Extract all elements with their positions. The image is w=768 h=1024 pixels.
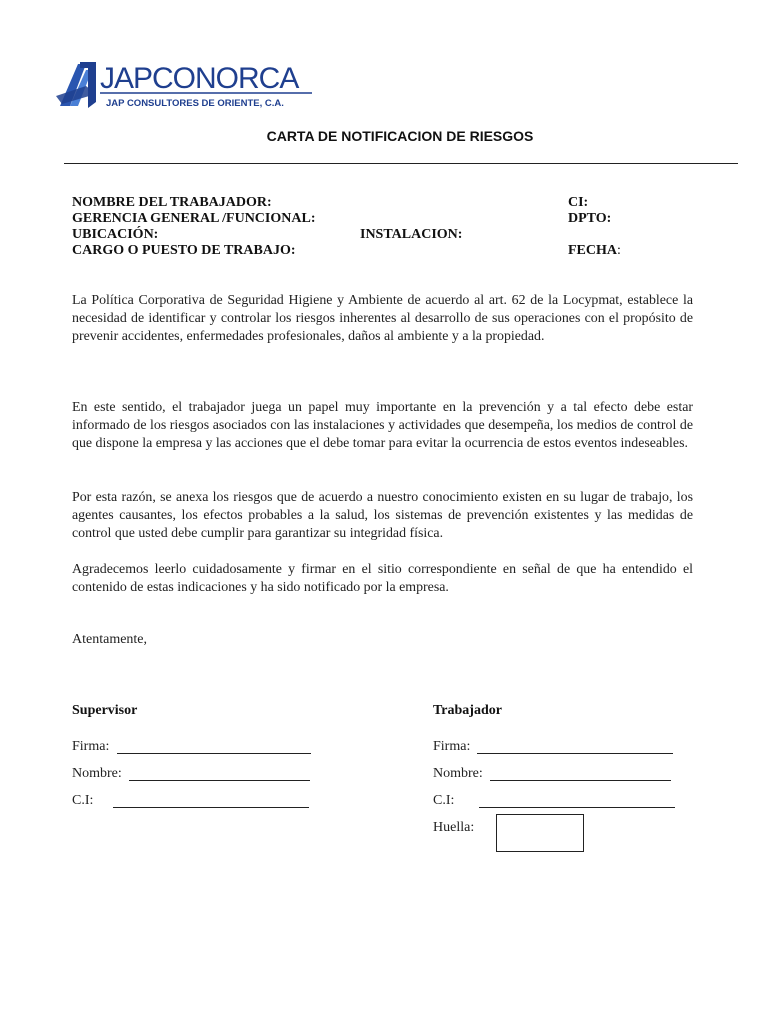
trabajador-ci-line[interactable] [479,807,675,808]
trabajador-nombre-line[interactable] [490,780,671,781]
trabajador-heading: Trabajador [433,703,502,718]
trabajador-ci-label: C.I: [433,793,455,808]
supervisor-firma-line[interactable] [117,753,311,754]
document-title: CARTA DE NOTIFICACION DE RIESGOS [266,128,534,144]
trabajador-huella-label: Huella: [433,820,475,835]
field-instalacion: INSTALACION: [360,227,463,242]
paragraph-politica: La Política Corporativa de Seguridad Higiene y Ambiente de acuerdo al art. 62 de la Locypmat, establece la necesidad de identificar y controlar los riesgos inherentes al desarrollo de sus operaciones con el propósito de prevenir accidentes, enfermedades profesionales, daños al ambiente y a la propiedad. [72,293,693,344]
paragraph-agradecemos: Agradecemos leerlo cuidadosamente y firmar en el sitio correspondiente en señal de que ha entendido el contenido de estas indicaciones y ha sido notificado por la empresa. [72,562,693,595]
field-ubicacion: UBICACIÓN: [72,227,159,242]
closing-text: Atentamente, [72,632,148,647]
field-fecha-colon: : [617,243,621,258]
field-gerencia: GERENCIA GENERAL /FUNCIONAL: [72,211,316,226]
company-logo [56,56,316,112]
field-nombre-trabajador: NOMBRE DEL TRABAJADOR: [72,195,272,210]
logo-tagline: JAP CONSULTORES DE ORIENTE, C.A. [106,98,284,109]
field-dpto: DPTO: [568,211,612,226]
supervisor-ci-line[interactable] [113,807,309,808]
huella-box[interactable] [496,814,584,852]
supervisor-nombre-line[interactable] [129,780,310,781]
trabajador-firma-label: Firma: [433,739,471,754]
trabajador-nombre-label: Nombre: [433,766,483,781]
supervisor-heading: Supervisor [72,703,138,718]
logo-graphic [56,56,316,112]
field-ci: CI: [568,195,589,210]
field-fecha [568,243,621,259]
field-fecha-label: FECHA [568,243,617,258]
paragraph-razon: Por esta razón, se anexa los riesgos que de acuerdo a nuestro conocimiento existen en su lugar de trabajo, los agentes causantes, los efectos probables a la salud, los sistemas de prevención existentes y las medidas de control que usted debe cumplir para garantizar su integridad física. [72,490,693,541]
title-divider [64,163,738,164]
field-cargo: CARGO O PUESTO DE TRABAJO: [72,243,296,258]
paragraph-sentido: En este sentido, el trabajador juega un papel muy importante en la prevención y a tal efecto debe estar informado de los riesgos asociados con las instalaciones y actividades que desempeña, los medios de control de que dispone la empresa y las acciones que el debe tomar para evitar la ocurrencia de estos eventos indeseables. [72,400,693,451]
supervisor-nombre-label: Nombre: [72,766,122,781]
logo-brand-text: JAPCONORCA [100,62,299,95]
trabajador-firma-line[interactable] [477,753,673,754]
supervisor-ci-label: C.I: [72,793,94,808]
supervisor-firma-label: Firma: [72,739,110,754]
